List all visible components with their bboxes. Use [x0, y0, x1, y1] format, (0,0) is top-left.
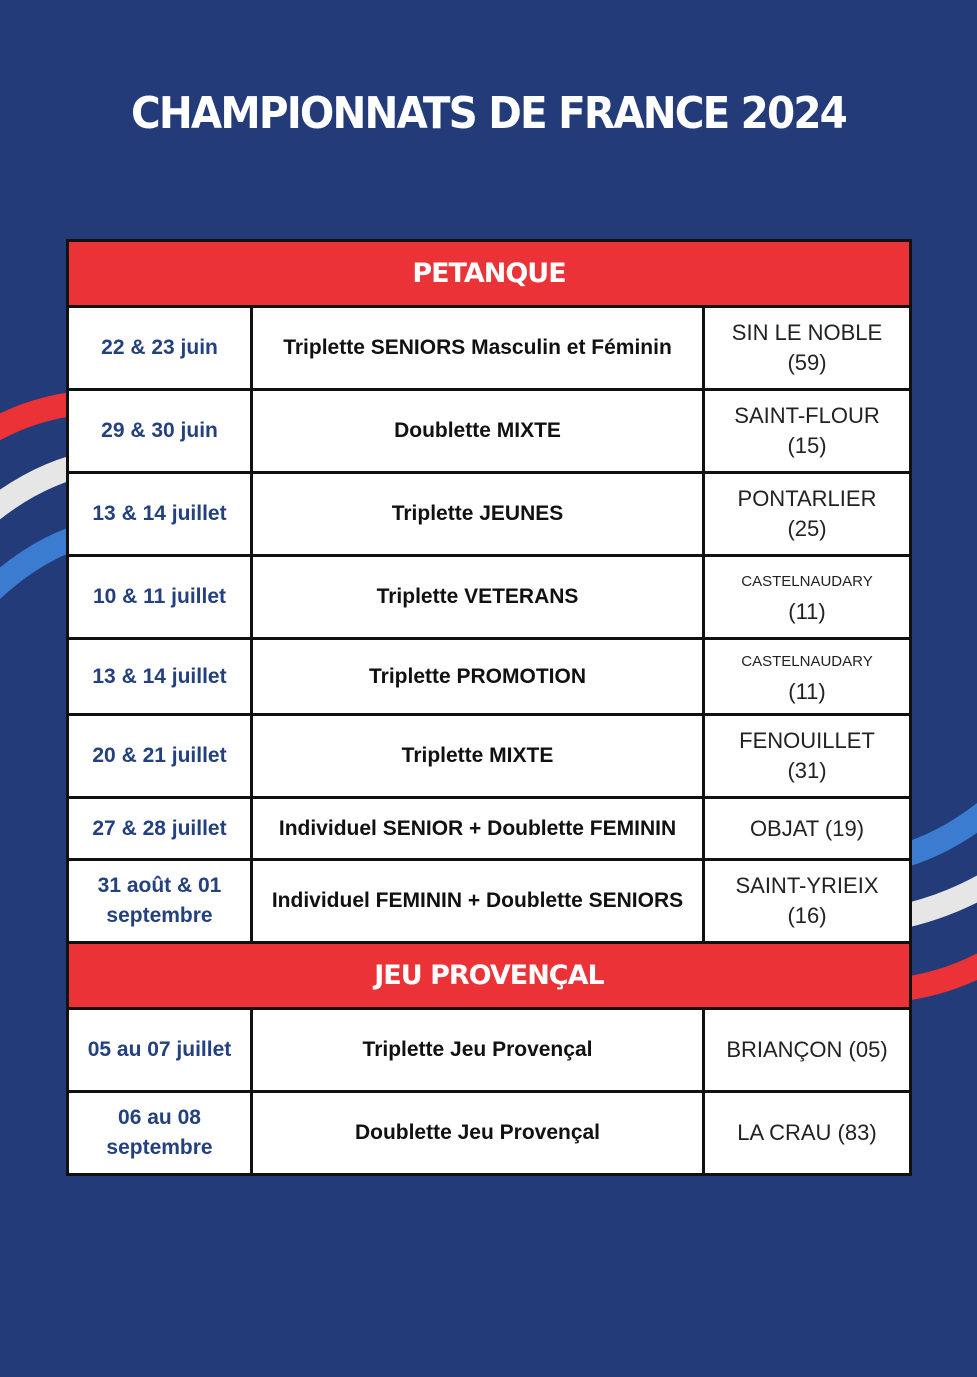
date-cell: 10 & 11 juillet	[68, 556, 252, 639]
date-cell: 06 au 08 septembre	[68, 1092, 252, 1175]
table-row	[68, 556, 911, 639]
location-cell	[704, 473, 911, 556]
location-city: BRIANÇON (05)	[726, 1037, 888, 1062]
event-cell: Triplette PROMOTION	[252, 639, 704, 715]
table-row	[68, 390, 911, 473]
location-city: LA CRAU (83)	[737, 1120, 877, 1145]
location-cell	[704, 1009, 911, 1092]
section-title: PETANQUE	[68, 241, 911, 307]
location-cell	[704, 1092, 911, 1175]
event-cell: Doublette Jeu Provençal	[252, 1092, 704, 1175]
date-cell: 13 & 14 juillet	[68, 473, 252, 556]
location-city: OBJAT (19)	[749, 815, 865, 841]
location-city: CASTELNAUDARY	[741, 573, 873, 590]
location-cell	[704, 390, 911, 473]
event-cell: Triplette JEUNES	[252, 473, 704, 556]
event-cell: Individuel FEMININ + Doublette SENIORS	[252, 860, 704, 943]
event-cell: Doublette MIXTE	[252, 390, 704, 473]
date-cell: 31 août & 01 septembre	[68, 860, 252, 943]
event-cell: Individuel SENIOR + Doublette FEMININ	[252, 798, 704, 860]
location-dept: (25)	[787, 516, 827, 541]
location-cell	[704, 798, 911, 860]
location-dept: (59)	[787, 350, 827, 375]
section-header-row	[68, 241, 911, 307]
location-city: SAINT-FLOUR	[734, 403, 880, 428]
location-cell	[704, 860, 911, 943]
location-cell	[704, 556, 911, 639]
table-row	[68, 473, 911, 556]
location-dept: (11)	[788, 678, 826, 704]
schedule-table	[66, 239, 912, 1176]
location-city: FENOUILLET	[739, 728, 875, 753]
date-cell: 27 & 28 juillet	[68, 798, 252, 860]
event-cell: Triplette SENIORS Masculin et Féminin	[252, 307, 704, 390]
location-dept: (15)	[787, 433, 827, 458]
table-row	[68, 1009, 911, 1092]
event-cell: Triplette Jeu Provençal	[252, 1009, 704, 1092]
location-cell	[704, 639, 911, 715]
table-row	[68, 639, 911, 715]
table-row	[68, 1092, 911, 1175]
event-cell: Triplette MIXTE	[252, 715, 704, 798]
event-cell: Triplette VETERANS	[252, 556, 704, 639]
date-cell: 05 au 07 juillet	[68, 1009, 252, 1092]
location-city: SAINT-YRIEIX	[735, 873, 879, 898]
date-cell: 13 & 14 juillet	[68, 639, 252, 715]
location-city: SIN LE NOBLE	[731, 320, 883, 345]
location-cell	[704, 715, 911, 798]
table-row	[68, 307, 911, 390]
date-cell: 22 & 23 juin	[68, 307, 252, 390]
location-dept: (16)	[787, 903, 827, 928]
table-row	[68, 860, 911, 943]
section-header-row	[68, 943, 911, 1009]
location-dept: (31)	[787, 758, 827, 783]
location-dept: (11)	[788, 599, 826, 624]
table-row	[68, 798, 911, 860]
page-title: CHAMPIONNATS DE FRANCE 2024	[131, 88, 846, 139]
location-city: PONTARLIER	[737, 486, 877, 511]
date-cell: 20 & 21 juillet	[68, 715, 252, 798]
section-title: JEU PROVENÇAL	[68, 943, 911, 1009]
location-city: CASTELNAUDARY	[741, 652, 873, 670]
table-row	[68, 715, 911, 798]
location-cell	[704, 307, 911, 390]
date-cell: 29 & 30 juin	[68, 390, 252, 473]
